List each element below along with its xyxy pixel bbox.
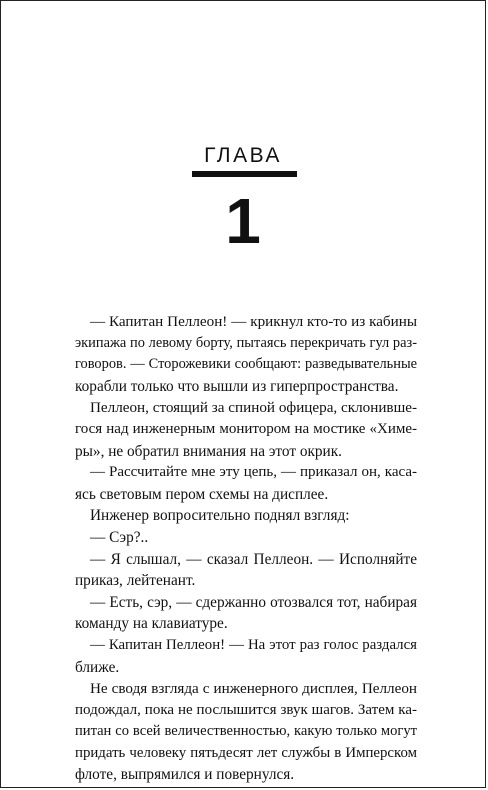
chapter-label: ГЛАВА [204,144,282,167]
text-line: команду на клавиатуре. [75,615,228,633]
chapter-number: 1 [225,185,261,257]
text-line: — Капитан Пеллеон! — На этот раз голос раздался [90,636,417,653]
text-line: говоров. — Сторожевики сообщают: разведывательные [75,356,417,373]
text-line: ясь световым пером схемы на дисплее. [75,485,329,503]
chapter-rule [192,171,297,177]
body-text [75,311,417,786]
text-line: — Я слышал, — сказал Пеллеон. — Исполняйте [90,550,417,568]
text-line: питан со всей величественностью, какую только могут [75,723,417,740]
text-line: — Рассчитайте мне эту цепь, — приказал он, каса- [90,464,417,481]
text-line: флоте, выпрямился и повернулся. [75,766,295,784]
text-line: экипажа по левому борту, пытаясь перекричать гул раз- [75,334,417,351]
text-line: — Есть, сэр, — сдержанно отозвался тот, набирая [90,593,417,611]
text-line: ры», не обратил внимания на этот окрик. [75,442,342,460]
text-line: корабли только что вышли из гиперпространства. [75,377,399,395]
text-line: Инженер вопросительно поднял взгляд: [90,507,350,525]
text-line: придать человеку пятьдесят лет службы в Имперском [75,744,417,761]
text-line: Пеллеон, стоящий за спиной офицера, склонивше- [90,399,417,417]
text-line: Не сводя взгляда с инженерного дисплея, Пеллеон [90,680,417,698]
text-line: — Капитан Пеллеон! — крикнул кто-то из кабины [90,313,417,330]
text-line: — Сэр?.. [90,528,149,546]
text-line: ближе. [75,658,120,676]
text-line: приказ, лейтенант. [75,572,196,590]
text-line: подождал, пока не послышится звук шагов. Затем ка- [75,701,417,718]
text-line: гося над инженерным монитором на мостике «Химе- [75,420,417,437]
